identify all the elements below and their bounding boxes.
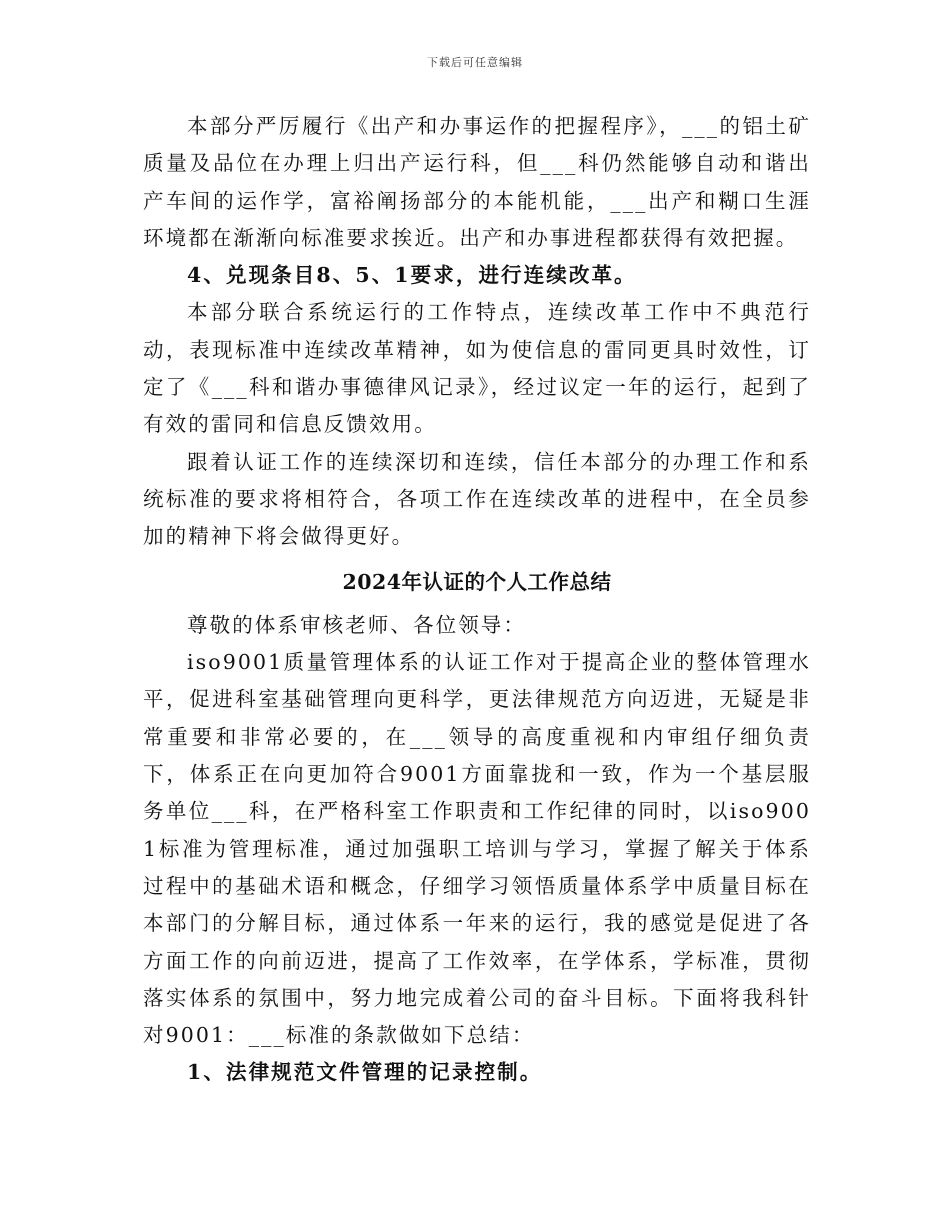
page-header-note: 下载后可任意编辑 [427,56,523,69]
document-title: 2024年认证的个人工作总结 [342,569,612,594]
paragraph-certification-outlook: 跟着认证工作的连续深切和连续，信任本部分的办理工作和系统标准的要求将相符合，各项工作在连续改革的进程中，在全员参加的精神下将会做得更好。 [143,449,811,549]
paragraph-production-control: 本部分严厉履行《出产和办事运作的把握程序》，___的铝土矿质量及品位在办理上归出产运行科，但___科仍然能够自动和谐出产车间的运作学，富裕阐扬部分的本能机能，___出产和糊口生涯环境都在渐渐向标准要求挨近。出产和办事进程都获得有效把握。 [143,114,811,250]
section-heading-continuous-improvement: 4、兑现条目8、5、1要求，进行连续改革。 [187,263,637,288]
section-heading-document-control: 1、法律规范文件管理的记录控制。 [187,1060,543,1085]
salutation: 尊敬的体系审核老师、各位领导： [187,612,526,637]
paragraph-iso9001-summary: iso9001质量管理体系的认证工作对于提高企业的整体管理水平，促进科室基础管理向更科学，更法律规范方向迈进，无疑是非常重要和非常必要的，在___领导的高度重视和内审组仔细负责下，体系正在向更加符合9001方面靠拢和一致，作为一个基层服务单位___科，在严格科室工作职责和工作纪律的同时，以iso9001标准为管理标准，通过加强职工培训与学习，掌握了解关于体系过程中的基础术语和概念，仔细学习领悟质量体系学中质量目标在本部门的分解目标，通过体系一年来的运行，我的感觉是促进了各方面工作的向前迈进，提高了工作效率，在学体系，学标准，贯彻落实体系的氛围中，努力地完成着公司的奋斗目标。下面将我科针对9001：___标准的条款做如下总结： [143,650,811,1048]
document-body [143,108,811,1092]
paragraph-improvement-details: 本部分联合系统运行的工作特点，连续改革工作中不典范行动，表现标准中连续改革精神，如为使信息的雷同更具时效性，订定了《___科和谐办事德律风记录》，经过议定一年的运行，起到了有效的雷同和信息反馈效用。 [143,300,811,437]
